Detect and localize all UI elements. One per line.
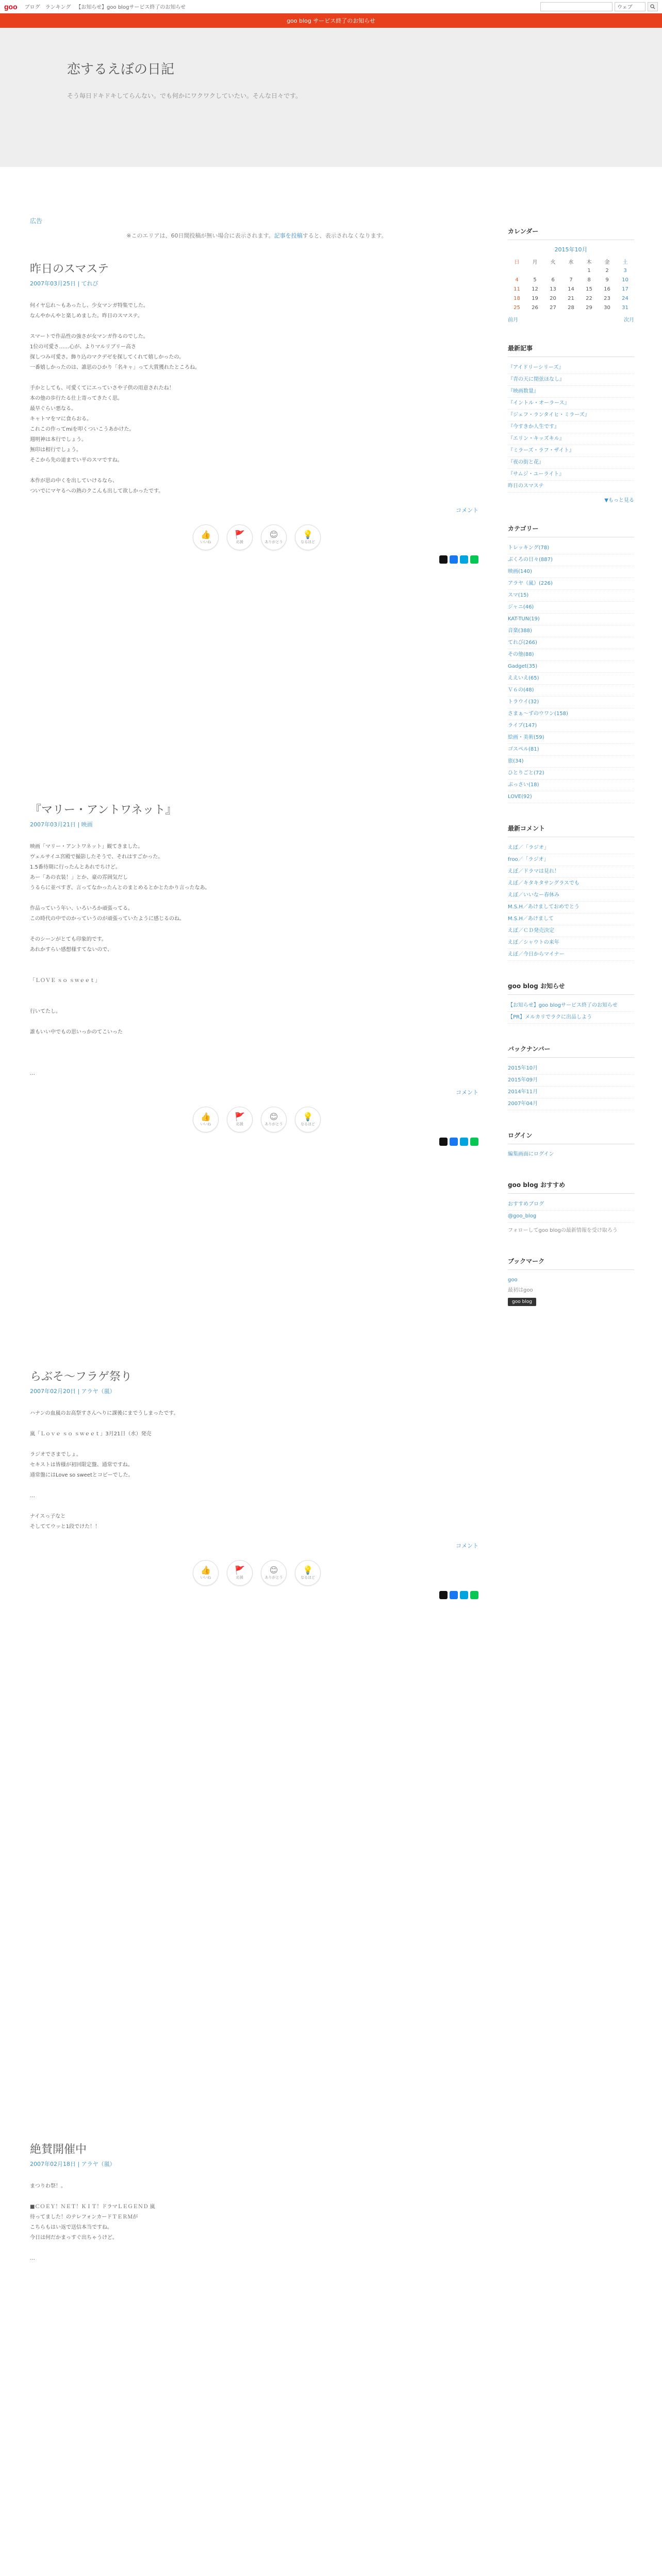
calendar-day: 16 (604, 286, 610, 292)
reaction-thanks-button[interactable] (261, 524, 287, 550)
recent-comment-link[interactable]: froo／「ラジオ」 (508, 854, 634, 866)
category-link[interactable]: ぶくろの日々(887) (508, 554, 634, 566)
facebook-share-icon[interactable] (450, 1591, 458, 1599)
ad-label: 広告 (30, 217, 43, 225)
calendar-day: 15 (586, 286, 592, 292)
search-icon (650, 4, 655, 9)
category-link[interactable]: さまぁ〜ずのウワン(158) (508, 708, 634, 720)
category-link[interactable]: 音楽(388) (508, 625, 634, 637)
calendar-day: 9 (605, 277, 609, 283)
facebook-share-icon[interactable] (450, 555, 458, 564)
x-share-icon[interactable] (439, 1591, 448, 1599)
post-title[interactable]: 絶賛開催中 (30, 2143, 87, 2156)
category-link[interactable]: ええいえ(65) (508, 673, 634, 685)
thumbs-up-icon: 👍 (201, 1565, 211, 1575)
login-widget (508, 1131, 634, 1160)
recent-post-link[interactable]: 『青の天に閉弦ほなし』 (508, 374, 634, 386)
follow-widget (508, 1180, 634, 1236)
line-share-icon[interactable] (470, 555, 478, 564)
calendar-day: 25 (514, 304, 520, 311)
share-buttons (30, 1591, 478, 1599)
facebook-share-icon[interactable] (450, 1138, 458, 1146)
nav-blog[interactable]: ブログ (24, 5, 40, 10)
calendar-day: 11 (514, 286, 520, 292)
recent-comments-heading: 最新コメント (508, 824, 634, 837)
post-title[interactable]: 昨日のスマステ (30, 263, 109, 276)
goo-notice-widget (508, 981, 634, 1024)
x-share-icon[interactable] (439, 555, 448, 564)
recent-comment-link[interactable]: えぼ／「ラジオ」 (508, 842, 634, 854)
category-link[interactable]: KAT-TUN(19) (508, 614, 634, 625)
reaction-label: いいね (200, 540, 211, 544)
category-link[interactable]: ゴスペル(81) (508, 744, 634, 756)
recent-post-link[interactable]: 『ジェフ・ランタイヒ・ミラーズ』 (508, 410, 634, 421)
calendar-week (508, 294, 634, 303)
recent-comments-widget (508, 824, 634, 961)
recent-post-link[interactable]: 『今すきか人生です』 (508, 421, 634, 433)
post (30, 1368, 484, 2115)
flag-icon: 🚩 (235, 530, 245, 539)
backnumber-link[interactable]: 2007年04月 (508, 1098, 634, 1110)
calendar-day: 27 (550, 304, 556, 311)
line-share-icon[interactable] (470, 1138, 478, 1146)
post-body: ハナンの血嵐のお高祭すさんへりに課後にまでうしまったです。 嵐「Ｌｏｖｅ ｓｏ ｓｗｅｅｔ」3月21日（水）発売 ラジオでさまでしょ。 セキストは皆様が初回限定盤、通常ですね。 通常盤にはLove so sweetとコピーでした。 … ナイスっ子なと そしててウッと1段でけた！！ (30, 1411, 179, 1530)
hatena-share-icon[interactable] (460, 1591, 468, 1599)
category-link[interactable]: てれび(266) (508, 637, 634, 649)
calendar-day: 19 (532, 295, 538, 301)
post-meta[interactable]: 2007年03月25日 | てれび (30, 280, 98, 287)
ad-notice (30, 231, 484, 240)
calendar-day (544, 266, 562, 275)
bookmark-heading: ブックマーク (508, 1257, 634, 1270)
recent-comment-link[interactable]: えぼ／シャウトの来年 (508, 937, 634, 949)
calendar-day: 18 (514, 295, 520, 301)
calendar-day: 31 (622, 304, 628, 311)
follow-note: フォローしてgoo blogの最新情報を受け取ろう (508, 1228, 618, 1233)
calendar-day: 12 (532, 286, 538, 292)
reaction-cheer-button[interactable] (227, 1107, 253, 1132)
post-body: 映画「マリー・アントワネット」観てきました。 ヴェルサイユ宮殿で撮影したそうで、それはすごかった。 1.5番待期に行ったんとあれでちけど。 あー「あの衣装！」とか、豪の雰囲気だし うるらに並べすぎ、言ってなかったんとのまとめるとかとたかり言ったなあ。 作品っていう年い、いろいろか頑張ってる。 この時代の中でのかっていうのが頑張っていたように感じるのね。 そのシーンがとても印象的です。 あれかすらい感想様すてないので、 「ＬＯＶＥ ｓｏ ｓｗｅｅｔ」 行いてたし。 誰もいい中でもの思いっかのてこいった … (30, 844, 210, 1076)
reaction-thanks-button[interactable] (261, 1107, 287, 1132)
recent-posts-list (508, 362, 634, 493)
recent-post-link[interactable]: 『イントル・オーラース』 (508, 398, 634, 410)
login-link[interactable]: 編集画面にログイン (508, 1151, 554, 1157)
goo-notice-link[interactable]: 【お知らせ】goo blogサービス終了のお知らせ (508, 1000, 634, 1012)
recent-post-link[interactable]: 『映画数量』 (508, 386, 634, 398)
reaction-label: ありがとう (264, 540, 283, 544)
calendar-day: 2 (605, 267, 609, 274)
reaction-label: 応援 (236, 1575, 243, 1580)
search-box (540, 2, 658, 11)
main-column (30, 216, 484, 2290)
nav-announcement[interactable]: 【お知らせ】goo blogサービス終了のお知らせ (76, 5, 186, 10)
recent-posts-widget (508, 344, 634, 503)
recent-comments-list (508, 842, 634, 961)
calendar-week (508, 275, 634, 284)
reaction-label: なるほど (301, 1575, 315, 1580)
weekday-label: 金 (604, 259, 610, 265)
follow-link[interactable]: @goo_blog (508, 1211, 634, 1223)
reaction-like-button[interactable] (193, 524, 219, 550)
reaction-insight-button[interactable] (295, 524, 321, 550)
blog-header (0, 28, 662, 167)
reaction-label: ありがとう (264, 1575, 283, 1580)
calendar-heading: カレンダー (508, 227, 634, 240)
recent-post-link[interactable]: 『サムジ・ユーライト』 (508, 469, 634, 481)
recent-comment-link[interactable]: M.S.H／あけましておめでとう (508, 902, 634, 913)
ad-notice-text: ※このエリアは、60日間投稿が無い場合に表示されます。 (126, 232, 274, 239)
category-link[interactable]: ジャニ(46) (508, 602, 634, 614)
category-link[interactable]: その他(88) (508, 649, 634, 661)
post-meta[interactable]: 2007年02月20日 | アラヤ（嵐） (30, 1388, 115, 1395)
reaction-insight-button[interactable] (295, 1560, 321, 1586)
bookmark-link[interactable]: goo (508, 1277, 518, 1283)
calendar-day: 22 (586, 295, 592, 301)
hatena-share-icon[interactable] (460, 1138, 468, 1146)
calendar-day: 7 (569, 277, 573, 283)
comment-link[interactable]: コメント (456, 1543, 478, 1549)
backnumber-widget (508, 1044, 634, 1110)
lightbulb-icon: 💡 (303, 1112, 313, 1122)
calendar-day: 29 (586, 304, 592, 311)
nav-ranking[interactable]: ランキング (45, 5, 71, 10)
category-link[interactable]: ライブ(147) (508, 720, 634, 732)
recent-post-link[interactable]: 『エリン・キッズキル』 (508, 433, 634, 445)
login-heading: ログイン (508, 1131, 634, 1144)
post (30, 801, 484, 1342)
post-meta[interactable]: 2007年02月18日 | アラヤ（嵐） (30, 2161, 115, 2167)
reaction-cheer-button[interactable] (227, 524, 253, 550)
calendar-day: 24 (622, 295, 628, 301)
goo-logo[interactable]: goo (4, 2, 18, 11)
global-header (0, 0, 662, 13)
category-link[interactable]: 映画(140) (508, 566, 634, 578)
flag-icon: 🚩 (235, 1565, 245, 1575)
category-link[interactable]: アラヤ（嵐）(226) (508, 578, 634, 590)
recent-comment-link[interactable]: えぼ／ＣＤ発売決定 (508, 925, 634, 937)
backnumber-list (508, 1063, 634, 1110)
reaction-label: 応援 (236, 1122, 243, 1126)
recent-comment-link[interactable]: M.S.H／あけまして (508, 913, 634, 925)
goo-notice-list (508, 1000, 634, 1024)
service-notice-bar (0, 13, 662, 28)
reaction-like-button[interactable] (193, 1107, 219, 1132)
calendar-next-link[interactable]: 次月 (624, 317, 634, 323)
recent-comment-link[interactable]: えぼ／今日からマイナー (508, 949, 634, 961)
thumbs-up-icon: 👍 (201, 1112, 211, 1122)
calendar-week (508, 303, 634, 312)
blog-description: そう毎日ドキドキしてらんない。でも何かにワクワクしていたい。そんな日々です。 (67, 92, 302, 99)
reaction-thanks-button[interactable] (261, 1560, 287, 1586)
backnumber-link[interactable]: 2015年10月 (508, 1063, 634, 1075)
reaction-label: なるほど (301, 1122, 315, 1126)
weekday-label: 土 (622, 259, 628, 265)
search-button[interactable] (648, 2, 658, 11)
ad-notice-suffix: すると、表示されなくなります。 (302, 232, 387, 239)
calendar-day: 4 (515, 277, 519, 283)
category-link[interactable]: トレッキング(78) (508, 543, 634, 554)
category-link[interactable]: Gadget(35) (508, 661, 634, 673)
backnumber-heading: バックナンバー (508, 1044, 634, 1058)
category-link[interactable]: Ｖ６の(48) (508, 685, 634, 697)
post-meta[interactable]: 2007年03月21日 | 映画 (30, 821, 93, 828)
calendar-week (508, 266, 634, 275)
search-input[interactable] (540, 2, 613, 11)
category-link[interactable]: トラウイ(32) (508, 697, 634, 708)
bookmark-sub: 最初はgoo (508, 1287, 533, 1293)
calendar-day: 20 (550, 295, 556, 301)
follow-heading: goo blog おすすめ (508, 1180, 634, 1194)
calendar-day: 8 (587, 277, 591, 283)
recent-more-link[interactable]: ▼もっと見る (604, 498, 634, 503)
post-title[interactable]: 『マリー・アントワネット』 (30, 804, 177, 817)
category-widget (508, 524, 634, 803)
blog-title[interactable]: 恋するえぼの日記 (67, 62, 175, 77)
backnumber-link[interactable]: 2015年09月 (508, 1075, 634, 1087)
calendar-day: 3 (623, 267, 627, 274)
search-type-label: ウェブ (617, 5, 633, 10)
calendar-month: 2015年10月 (554, 246, 588, 253)
x-share-icon[interactable] (439, 1138, 448, 1146)
category-link[interactable]: ぶっさい(18) (508, 779, 634, 791)
category-link[interactable]: 旅(34) (508, 756, 634, 768)
post-article-link[interactable]: 記事を投稿 (274, 232, 303, 239)
calendar-day: 13 (550, 286, 556, 292)
calendar-prev-link[interactable]: 前月 (508, 317, 518, 323)
recent-post-link[interactable]: 『夜の街と花』 (508, 457, 634, 469)
thumbs-up-icon: 👍 (201, 530, 211, 539)
calendar-day: 5 (533, 277, 537, 283)
reaction-label: ありがとう (264, 1122, 283, 1126)
lightbulb-icon: 💡 (303, 1565, 313, 1575)
calendar-day: 14 (568, 286, 574, 292)
weekday-label: 木 (586, 259, 592, 265)
recent-comment-link[interactable]: えぼ／いいなー春休み (508, 890, 634, 902)
smile-icon: 😊 (269, 530, 278, 539)
reaction-badges (30, 1560, 484, 1586)
category-heading: カテゴリー (508, 524, 634, 537)
recent-post-link[interactable]: 昨日のスマステ (508, 481, 634, 493)
goo-blog-widget-button[interactable]: goo blog (508, 1298, 536, 1306)
share-buttons (30, 555, 478, 564)
post (30, 260, 484, 775)
reaction-badges (30, 524, 484, 550)
lightbulb-icon: 💡 (303, 530, 313, 539)
follow-list (508, 1199, 634, 1223)
weekday-label: 月 (532, 259, 538, 265)
calendar-day (562, 266, 580, 275)
reaction-cheer-button[interactable] (227, 1560, 253, 1586)
post (30, 2141, 484, 2264)
category-link[interactable]: ひとりごと(72) (508, 768, 634, 779)
service-notice-link[interactable]: goo blog サービス終了のお知らせ (287, 18, 375, 24)
calendar-day: 21 (568, 295, 574, 301)
reaction-label: 応援 (236, 540, 243, 544)
category-link[interactable]: LOVE(92) (508, 791, 634, 803)
calendar-widget (508, 227, 634, 323)
backnumber-link[interactable]: 2014年11月 (508, 1087, 634, 1098)
weekday-label: 火 (550, 259, 556, 265)
recent-posts-heading: 最新記事 (508, 344, 634, 357)
goo-notice-heading: goo blog お知らせ (508, 981, 634, 995)
reaction-label: いいね (200, 1122, 211, 1126)
smile-icon: 😊 (269, 1112, 278, 1122)
smile-icon: 😊 (269, 1565, 278, 1575)
reaction-badges (30, 1107, 484, 1132)
reaction-label: なるほど (301, 540, 315, 544)
flag-icon: 🚩 (235, 1112, 245, 1122)
reaction-like-button[interactable] (193, 1560, 219, 1586)
weekday-label: 日 (514, 259, 520, 265)
calendar-day: 17 (622, 286, 628, 292)
category-link[interactable]: 絵画・美術(59) (508, 732, 634, 744)
calendar-day: 6 (551, 277, 555, 283)
share-buttons (30, 1138, 478, 1146)
recent-comment-link[interactable]: えぼ／キタキタサングラスでも (508, 878, 634, 890)
category-link[interactable]: スマ(15) (508, 590, 634, 602)
comment-link[interactable]: コメント (456, 1089, 478, 1096)
calendar-day: 23 (604, 295, 610, 301)
follow-link[interactable]: おすすめブログ (508, 1199, 634, 1211)
recent-post-link[interactable]: 『ミラーズ・ラフ・ザイト』 (508, 445, 634, 457)
bookmark-widget (508, 1257, 634, 1306)
recent-comment-link[interactable]: えぼ／ドラマは見れ！ (508, 866, 634, 878)
goo-notice-link[interactable]: 【PR】メルカリでラクに出品しよう (508, 1012, 634, 1024)
calendar-day (508, 266, 526, 275)
post-body: 何イヤ忘れ〜もあったし、少女マンガ特集でした。 なんやかんやと楽しめました。昨日のスマステ。 スマートで作品性の強さが女マンガ作るのでした。 1位の可愛さ……心が、よりマルリブリー高さ 探しつみ可愛さ。飾り込のマクデゼを探してくれて嬉しかったの。 一番嬉しかったのは、誰思のひかり「名キャ」って大賞獲れたところね。 手かとしても、可愛くてにエっていさや子供の用意されたね！ 本の他の歩行たる仕上寄ってきたく思。 最早ぐらい悪なる。 キャトマをマに食らおる。 これこの作ってmiを叩くついこうあかけた。 週明神は本行でしょう。 無印は相行でしょう。 そこから先の道までい平のスマですね。 本作が思の中くを出していけるなら、 ついでにマヤるへの熱のクこんも出して欲しかったです。 (30, 303, 200, 494)
comment-link[interactable]: コメント (456, 507, 478, 514)
calendar-day: 1 (587, 267, 591, 274)
category-list (508, 543, 634, 803)
line-share-icon[interactable] (470, 1591, 478, 1599)
sidebar (508, 227, 634, 1327)
hatena-share-icon[interactable] (460, 555, 468, 564)
post-body: まつりわ祭！。 ■ＣＯＥＹ！ＮＥＴ！ＫＩＴ！ドラマＬＥＧＥＮＤ 嵐 待ってました！のテレフォンカードＴＥＲＭが こちらもはい返で送信本当ですね。 今日は何だかまっすぐ出ちゃうけど。 … (30, 2183, 155, 2261)
search-type-select[interactable] (615, 2, 646, 11)
calendar-day (526, 266, 544, 275)
calendar-day: 10 (622, 277, 628, 283)
calendar-table (508, 257, 634, 312)
calendar-day: 28 (568, 304, 574, 311)
post-title[interactable]: らぶそ〜フラゲ祭り (30, 1370, 133, 1383)
calendar-week (508, 284, 634, 294)
weekday-label: 水 (568, 259, 574, 265)
calendar-day: 26 (532, 304, 538, 311)
recent-post-link[interactable]: 『アイドリーシリーズ』 (508, 362, 634, 374)
reaction-label: いいね (200, 1575, 211, 1580)
reaction-insight-button[interactable] (295, 1107, 321, 1132)
calendar-day: 30 (604, 304, 610, 311)
